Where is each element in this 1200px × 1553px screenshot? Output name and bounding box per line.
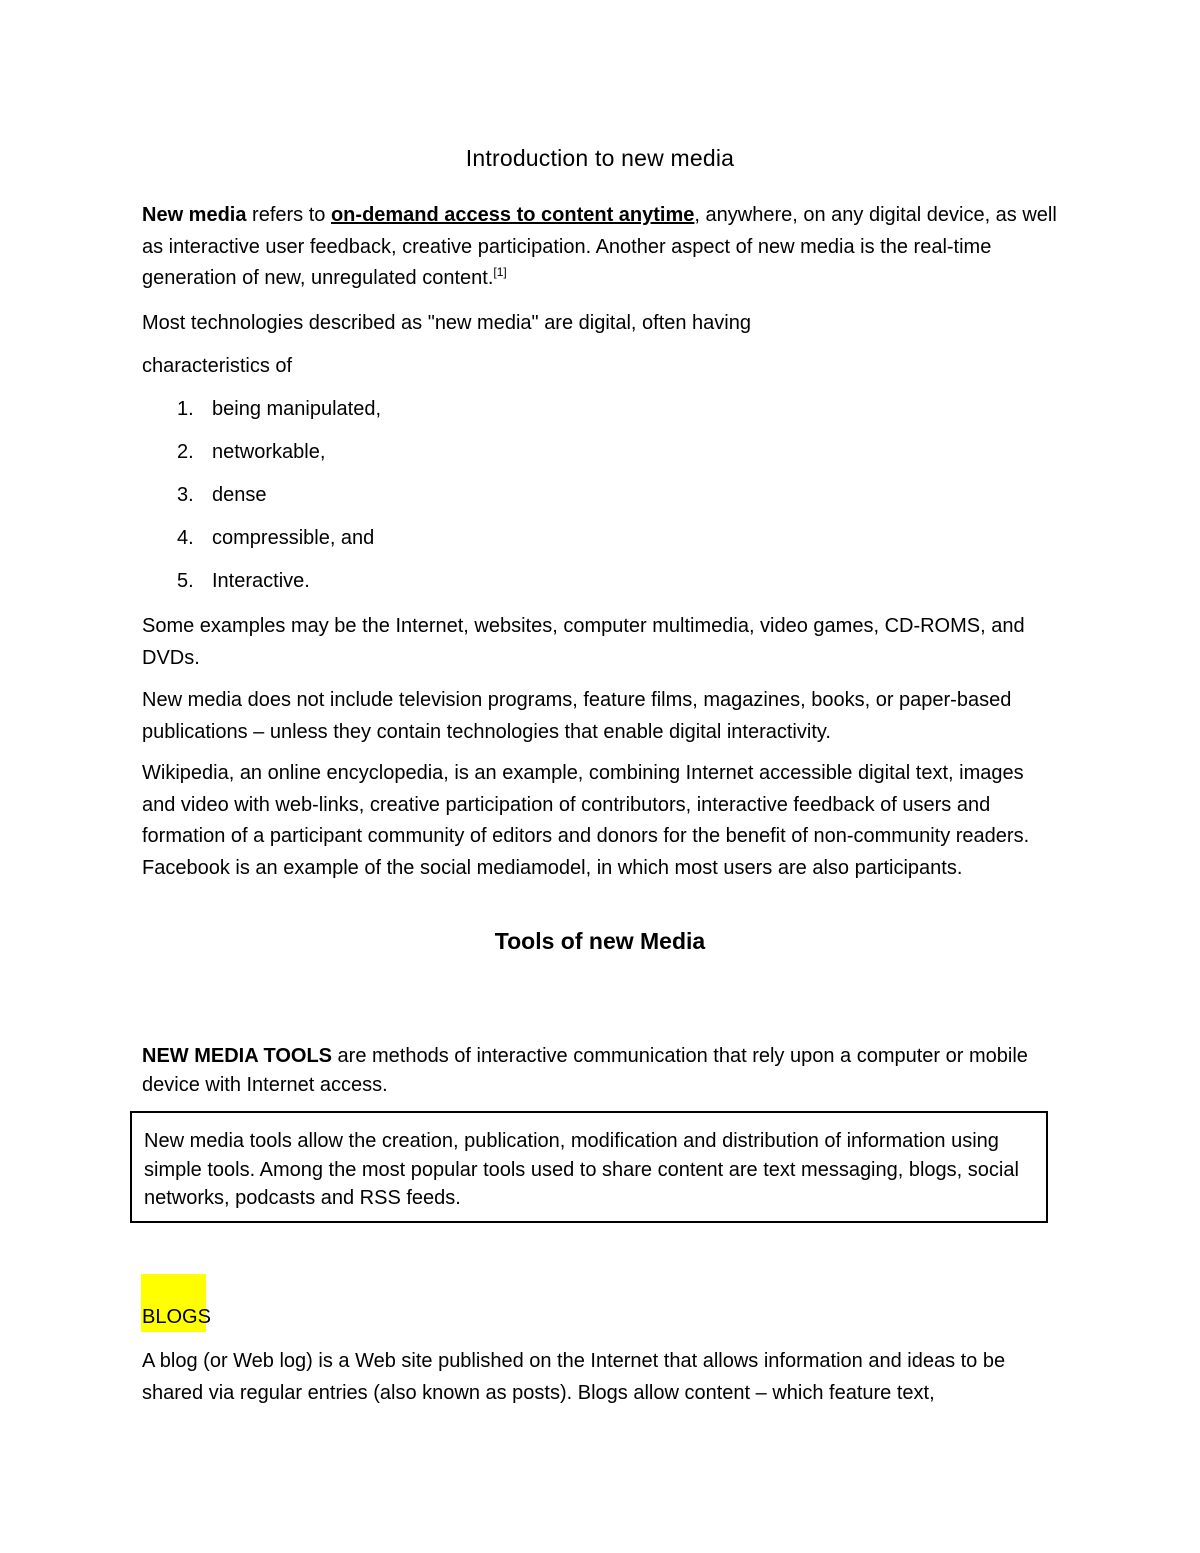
list-item-text: dense <box>212 484 267 506</box>
blogs-paragraph: A blog (or Web log) is a Web site published on the Internet that allows information and ideas to be shared via regular entries (also known as posts). Blogs allow content – which feature text, <box>142 1350 1006 1404</box>
list-item-text: networkable, <box>212 441 326 463</box>
page-title: Introduction to new media <box>465 145 735 171</box>
intro-rest: , anywhere, on any digital device, as well as interactive user feedback, creative participation. Another aspect of new media is the real-time generation of new, unregulated content. <box>142 204 1057 289</box>
list-item <box>142 480 381 523</box>
list-number: 1. <box>177 398 194 420</box>
callout-text: New media tools allow the creation, publication, modification and distribution of information using simple tools. Among the most popular tools used to share content are text messaging, blogs, social networks, podcasts and RSS feeds. <box>144 1130 1019 1209</box>
list-item-text: being manipulated, <box>212 398 382 420</box>
technologies-sentence: Most technologies described as "new media" are digital, often having <box>142 312 751 334</box>
list-item <box>142 394 381 437</box>
list-item <box>142 566 381 609</box>
tools-definition <box>142 1042 1062 1100</box>
characteristics-lead: characteristics of <box>142 355 293 377</box>
footnote-marker: [1] <box>493 265 507 279</box>
blogs-heading: BLOGS <box>142 1306 211 1328</box>
list-item-text: Interactive. <box>212 570 310 592</box>
tools-definition-rest: are methods of interactive communication that rely upon a computer or mobile device with Internet access. <box>142 1045 1028 1096</box>
intro-term: New media <box>142 204 247 226</box>
intro-refers-to: refers to <box>246 204 331 226</box>
tools-term: NEW MEDIA TOOLS <box>142 1045 332 1067</box>
callout-box <box>130 1111 1048 1223</box>
exclusions-paragraph: New media does not include television programs, feature films, magazines, books, or paper-based publications – unless they contain technologies that enable digital interactivity. <box>142 689 1012 743</box>
list-number: 2. <box>177 441 194 463</box>
list-item <box>142 437 381 480</box>
list-number: 5. <box>177 570 194 592</box>
list-item-text: compressible, and <box>212 527 375 549</box>
intro-paragraph <box>142 200 1062 295</box>
wikipedia-paragraph: Wikipedia, an online encyclopedia, is an example, combining Internet accessible digital text, images and video with web-links, creative participation of contributors, interactive feedback of users and formation of a participant community of editors and donors for the benefit of non-community readers. Facebook is an example of the social mediamodel, in which most users are also participants. <box>142 762 1030 879</box>
examples-paragraph: Some examples may be the Internet, websites, computer multimedia, video games, CD-ROMS, and DVDs. <box>142 615 1025 669</box>
list-item <box>142 523 381 566</box>
tools-heading: Tools of new Media <box>494 928 706 954</box>
intro-underlined-phrase: on-demand access to content anytime <box>330 204 695 226</box>
list-number: 4. <box>177 527 194 549</box>
list-number: 3. <box>177 484 194 506</box>
characteristics-list <box>142 394 381 609</box>
